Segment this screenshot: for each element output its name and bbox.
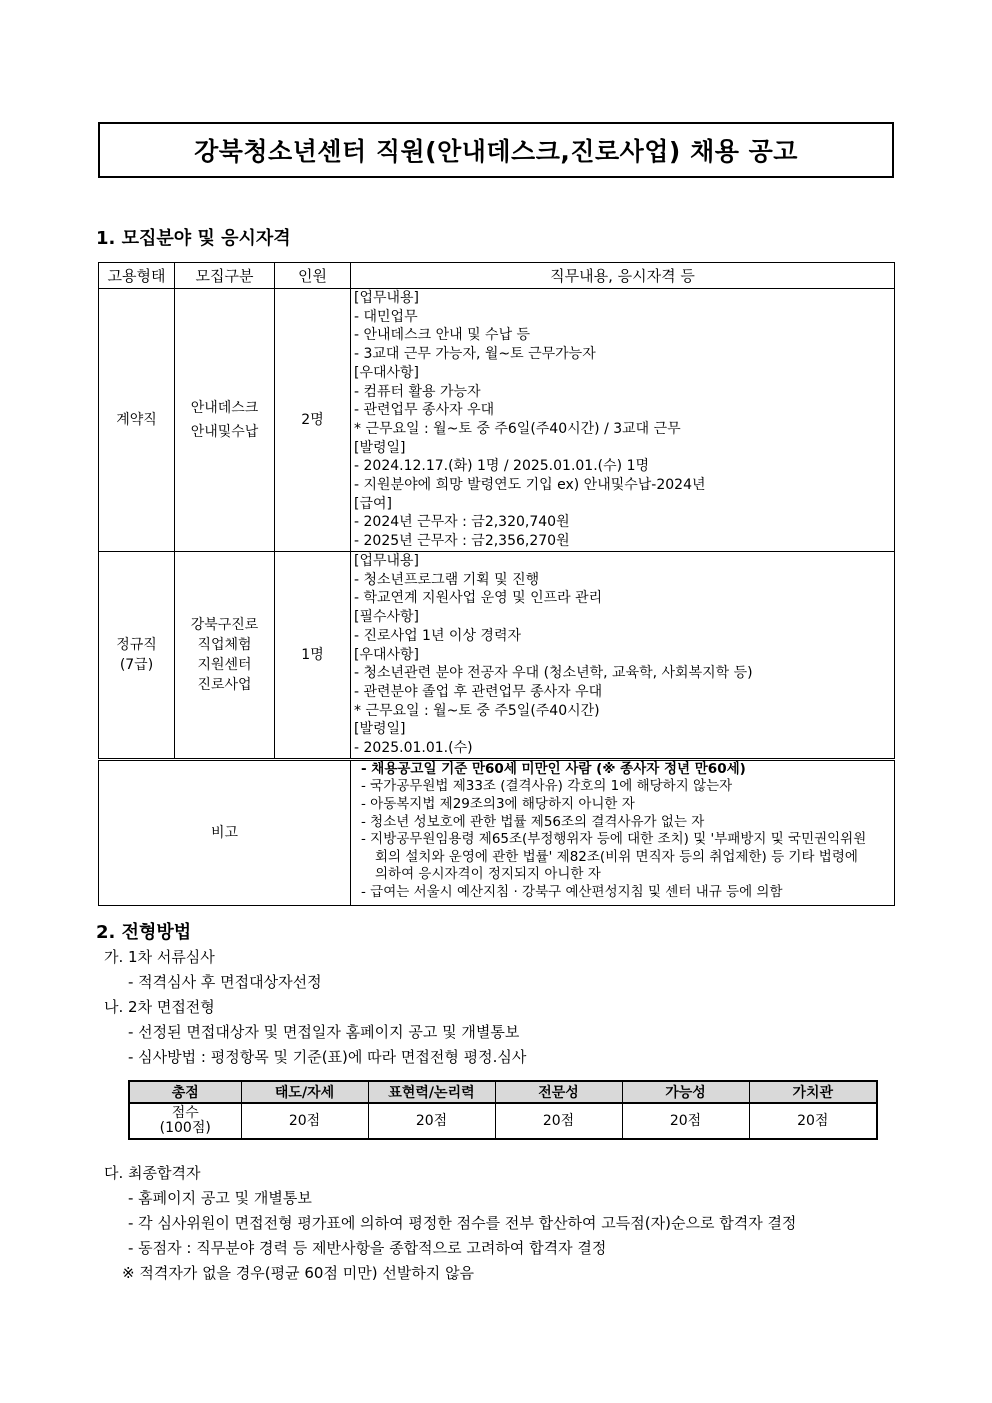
section2-heading: 2. 전형방법 (96, 922, 192, 943)
score-value: 20점 (749, 1103, 877, 1139)
employment-type-cell: 정규직 (7급) (99, 552, 175, 760)
note-row (99, 759, 895, 905)
step3-title: 다. 최종합격자 (104, 1164, 201, 1182)
step3-item: - 홈페이지 공고 및 개별통보 (128, 1189, 312, 1207)
recruitment-table (98, 262, 895, 906)
score-value: 20점 (241, 1103, 368, 1139)
header-count: 인원 (275, 263, 351, 289)
header-category: 모집구분 (175, 263, 275, 289)
score-header-expertise: 전문성 (495, 1081, 622, 1103)
score-table (128, 1080, 878, 1140)
count-cell: 1명 (275, 552, 351, 760)
score-header-total: 총점 (129, 1081, 241, 1103)
note-label: 비고 (99, 759, 351, 905)
score-header-potential: 가능성 (622, 1081, 749, 1103)
step3-item: - 동점자 : 직무분야 경력 등 제반사항을 종합적으로 고려하여 합격자 결정 (128, 1239, 607, 1257)
step1-title: 가. 1차 서류심사 (104, 948, 215, 966)
step1-item: - 적격심사 후 면접대상자선정 (128, 973, 322, 991)
score-value: 20점 (368, 1103, 495, 1139)
step3-item: - 각 심사위원이 면접전형 평가표에 의하여 평정한 점수를 전부 합산하여 고득점(자)순으로 합격자 결정 (128, 1214, 797, 1232)
category-cell: 강북구진로 직업체험 지원센터 진로사업 (175, 552, 275, 760)
score-header-values: 가치관 (749, 1081, 877, 1103)
table-row (99, 552, 895, 760)
section1-heading: 1. 모집분야 및 응시자격 (96, 228, 291, 249)
category-cell: 안내데스크 안내및수납 (175, 289, 275, 552)
table-row (99, 289, 895, 552)
step2-item: - 선정된 면접대상자 및 면접일자 홈페이지 공고 및 개별통보 (128, 1023, 520, 1041)
header-details: 직무내용, 응시자격 등 (351, 263, 895, 289)
step3-note: ※ 적격자가 없을 경우(평균 60점 미만) 선발하지 않음 (122, 1264, 475, 1282)
score-value: 20점 (495, 1103, 622, 1139)
score-value: 20점 (622, 1103, 749, 1139)
score-header-row (129, 1081, 877, 1103)
document-title: 강북청소년센터 직원(안내데스크,진로사업) 채용 공고 (98, 122, 894, 178)
score-row (129, 1103, 877, 1139)
score-row-label: 점수 (100점) (129, 1103, 241, 1139)
employment-type-cell: 계약직 (99, 289, 175, 552)
note-items: - 채용공고일 기준 만60세 미만인 사람 (※ 종사자 정년 만60세) - 국가공무원법 제33조 (결격사유) 각호의 1에 해당하지 않는자 - 아동복지법 제29조의3에 해당하지 아니한 자 - 청소년 성보호에 관한 법률 제56조의 결격사유가 없는 자 - 지방공무원임용령 제65조(부정행위자 등에 대한 조치) 및 '부패방지 및 국민권익위원 회의 설치와 운영에 관한 법률' 제82조(비위 면직자 등의 취업제한) 등 기타 법령에 의하여 응시자격이 정지되지 아니한 자 - 급여는 서울시 예산지침 · 강북구 예산편성지침 및 센터 내규 등에 의함 (351, 759, 895, 905)
score-header-expression: 표현력/논리력 (368, 1081, 495, 1103)
score-header-attitude: 태도/자세 (241, 1081, 368, 1103)
count-cell: 2명 (275, 289, 351, 552)
step2-item: - 심사방법 : 평정항목 및 기준(표)에 따라 면접전형 평정.심사 (128, 1048, 527, 1066)
details-cell: [업무내용] - 청소년프로그램 기획 및 진행 - 학교연계 지원사업 운영 및 인프라 관리 [필수사항] - 진로사업 1년 이상 경력자 [우대사항] - 청소년관련 분야 전공자 우대 (청소년학, 교육학, 사회복지학 등) - 관련분야 졸업 후 관련업무 종사자 우대 * 근무요일 : 월~토 중 주5일(주40시간) [발령일] - 2025.01.01.(수) (351, 552, 895, 760)
table-header-row (99, 263, 895, 289)
details-cell: [업무내용] - 대민업무 - 안내데스크 안내 및 수납 등 - 3교대 근무 가능자, 월~토 근무가능자 [우대사항] - 컴퓨터 활용 가능자 - 관련업무 종사자 우대 * 근무요일 : 월~토 중 주6일(주40시간) / 3교대 근무 [발령일] - 2024.12.17.(화) 1명 / 2025.01.01.(수) 1명 - 지원분야에 희망 발령연도 기입 ex) 안내및수납-2024년 [급여] - 2024년 근무자 : 금2,320,740원 - 2025년 근무자 : 금2,356,270원 (351, 289, 895, 552)
header-employment-type: 고용형태 (99, 263, 175, 289)
step2-title: 나. 2차 면접전형 (104, 998, 215, 1016)
